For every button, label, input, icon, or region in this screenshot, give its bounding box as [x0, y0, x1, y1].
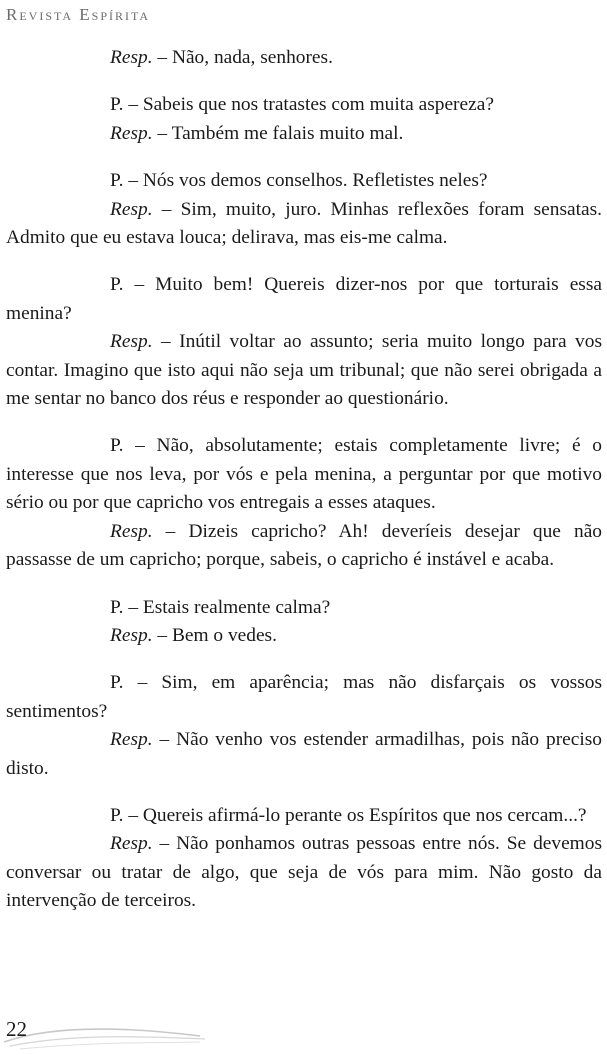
line-text: P. – Sim, em aparência; mas não disfarçais os vossos sentimentos? [6, 672, 602, 722]
answer-line [6, 518, 602, 575]
line-text: P. – Muito bem! Quereis dizer-nos por que torturais essa menina? [6, 274, 602, 324]
dialogue-block [6, 802, 602, 916]
resp-label: Resp. [110, 729, 153, 751]
line-text: – Não ponhamos outras pessoas entre nós. Se devemos conversar ou tratar de algo, que seja de vós para mim. Não gosto da intervenção de terceiros. [6, 833, 602, 912]
dialogue-body [6, 44, 602, 935]
dialogue-block [6, 432, 602, 574]
line-text: – Sim, muito, juro. Minhas reflexões foram sensatas. Admito que eu estava louca; delirava, mas eis-me calma. [6, 198, 602, 249]
page-number: 22 [6, 1017, 27, 1041]
line-text: – Não venho vos estender armadilhas, pois não preciso disto. [6, 729, 602, 779]
question-line [6, 669, 602, 726]
resp-label: Resp. [110, 122, 153, 144]
resp-label: Resp. [110, 833, 153, 855]
answer-line [6, 622, 602, 650]
dialogue-block [6, 91, 602, 148]
dialogue-block [6, 167, 602, 252]
dialogue-block [6, 669, 602, 783]
line-text: – Inútil voltar ao assunto; seria muito longo para vos contar. Imagino que isto aqui não seja um tribunal; que não serei obrigada a me sentar no banco dos réus e responder ao questionário. [6, 331, 602, 410]
resp-label: Resp. [110, 47, 153, 68]
line-text: P. – Estais realmente calma? [110, 596, 331, 618]
answer-line [6, 328, 602, 413]
decorative-swoosh-icon [0, 1012, 220, 1052]
line-text: P. – Não, absolutamente; estais completamente livre; é o interesse que nos leva, por vós e pela menina, a perguntar por que motivo sério ou por que capricho vos entregais a esses ataques. [6, 435, 602, 514]
answer-line [6, 44, 602, 72]
line-text: – Não, nada, senhores. [152, 47, 333, 68]
question-line [6, 432, 602, 517]
answer-line [6, 830, 602, 915]
line-text: – Bem o vedes. [152, 624, 277, 646]
resp-label: Resp. [110, 520, 153, 542]
line-text: P. – Quereis afirmá-lo perante os Espíritos que nos cercam...? [110, 804, 587, 826]
dialogue-block [6, 44, 602, 72]
resp-label: Resp. [110, 198, 153, 220]
line-text: – Também me falais muito mal. [152, 122, 404, 144]
answer-line [6, 120, 602, 148]
dialogue-block [6, 594, 602, 651]
question-line [6, 271, 602, 328]
answer-line [6, 726, 602, 783]
resp-label: Resp. [110, 331, 153, 353]
line-text: P. – Nós vos demos conselhos. Refletistes neles? [110, 170, 488, 192]
resp-label: Resp. [110, 624, 153, 646]
question-line [6, 167, 602, 195]
line-text: – Dizeis capricho? Ah! deveríeis desejar que não passasse de um capricho; porque, sabeis, o capricho é instável e acaba. [6, 520, 602, 571]
question-line [6, 594, 602, 622]
line-text: P. – Sabeis que nos tratastes com muita aspereza? [110, 94, 494, 116]
answer-line [6, 196, 602, 253]
running-head: Revista Espírita [6, 5, 151, 24]
dialogue-block [6, 271, 602, 413]
question-line [6, 91, 602, 119]
question-line [6, 802, 602, 830]
